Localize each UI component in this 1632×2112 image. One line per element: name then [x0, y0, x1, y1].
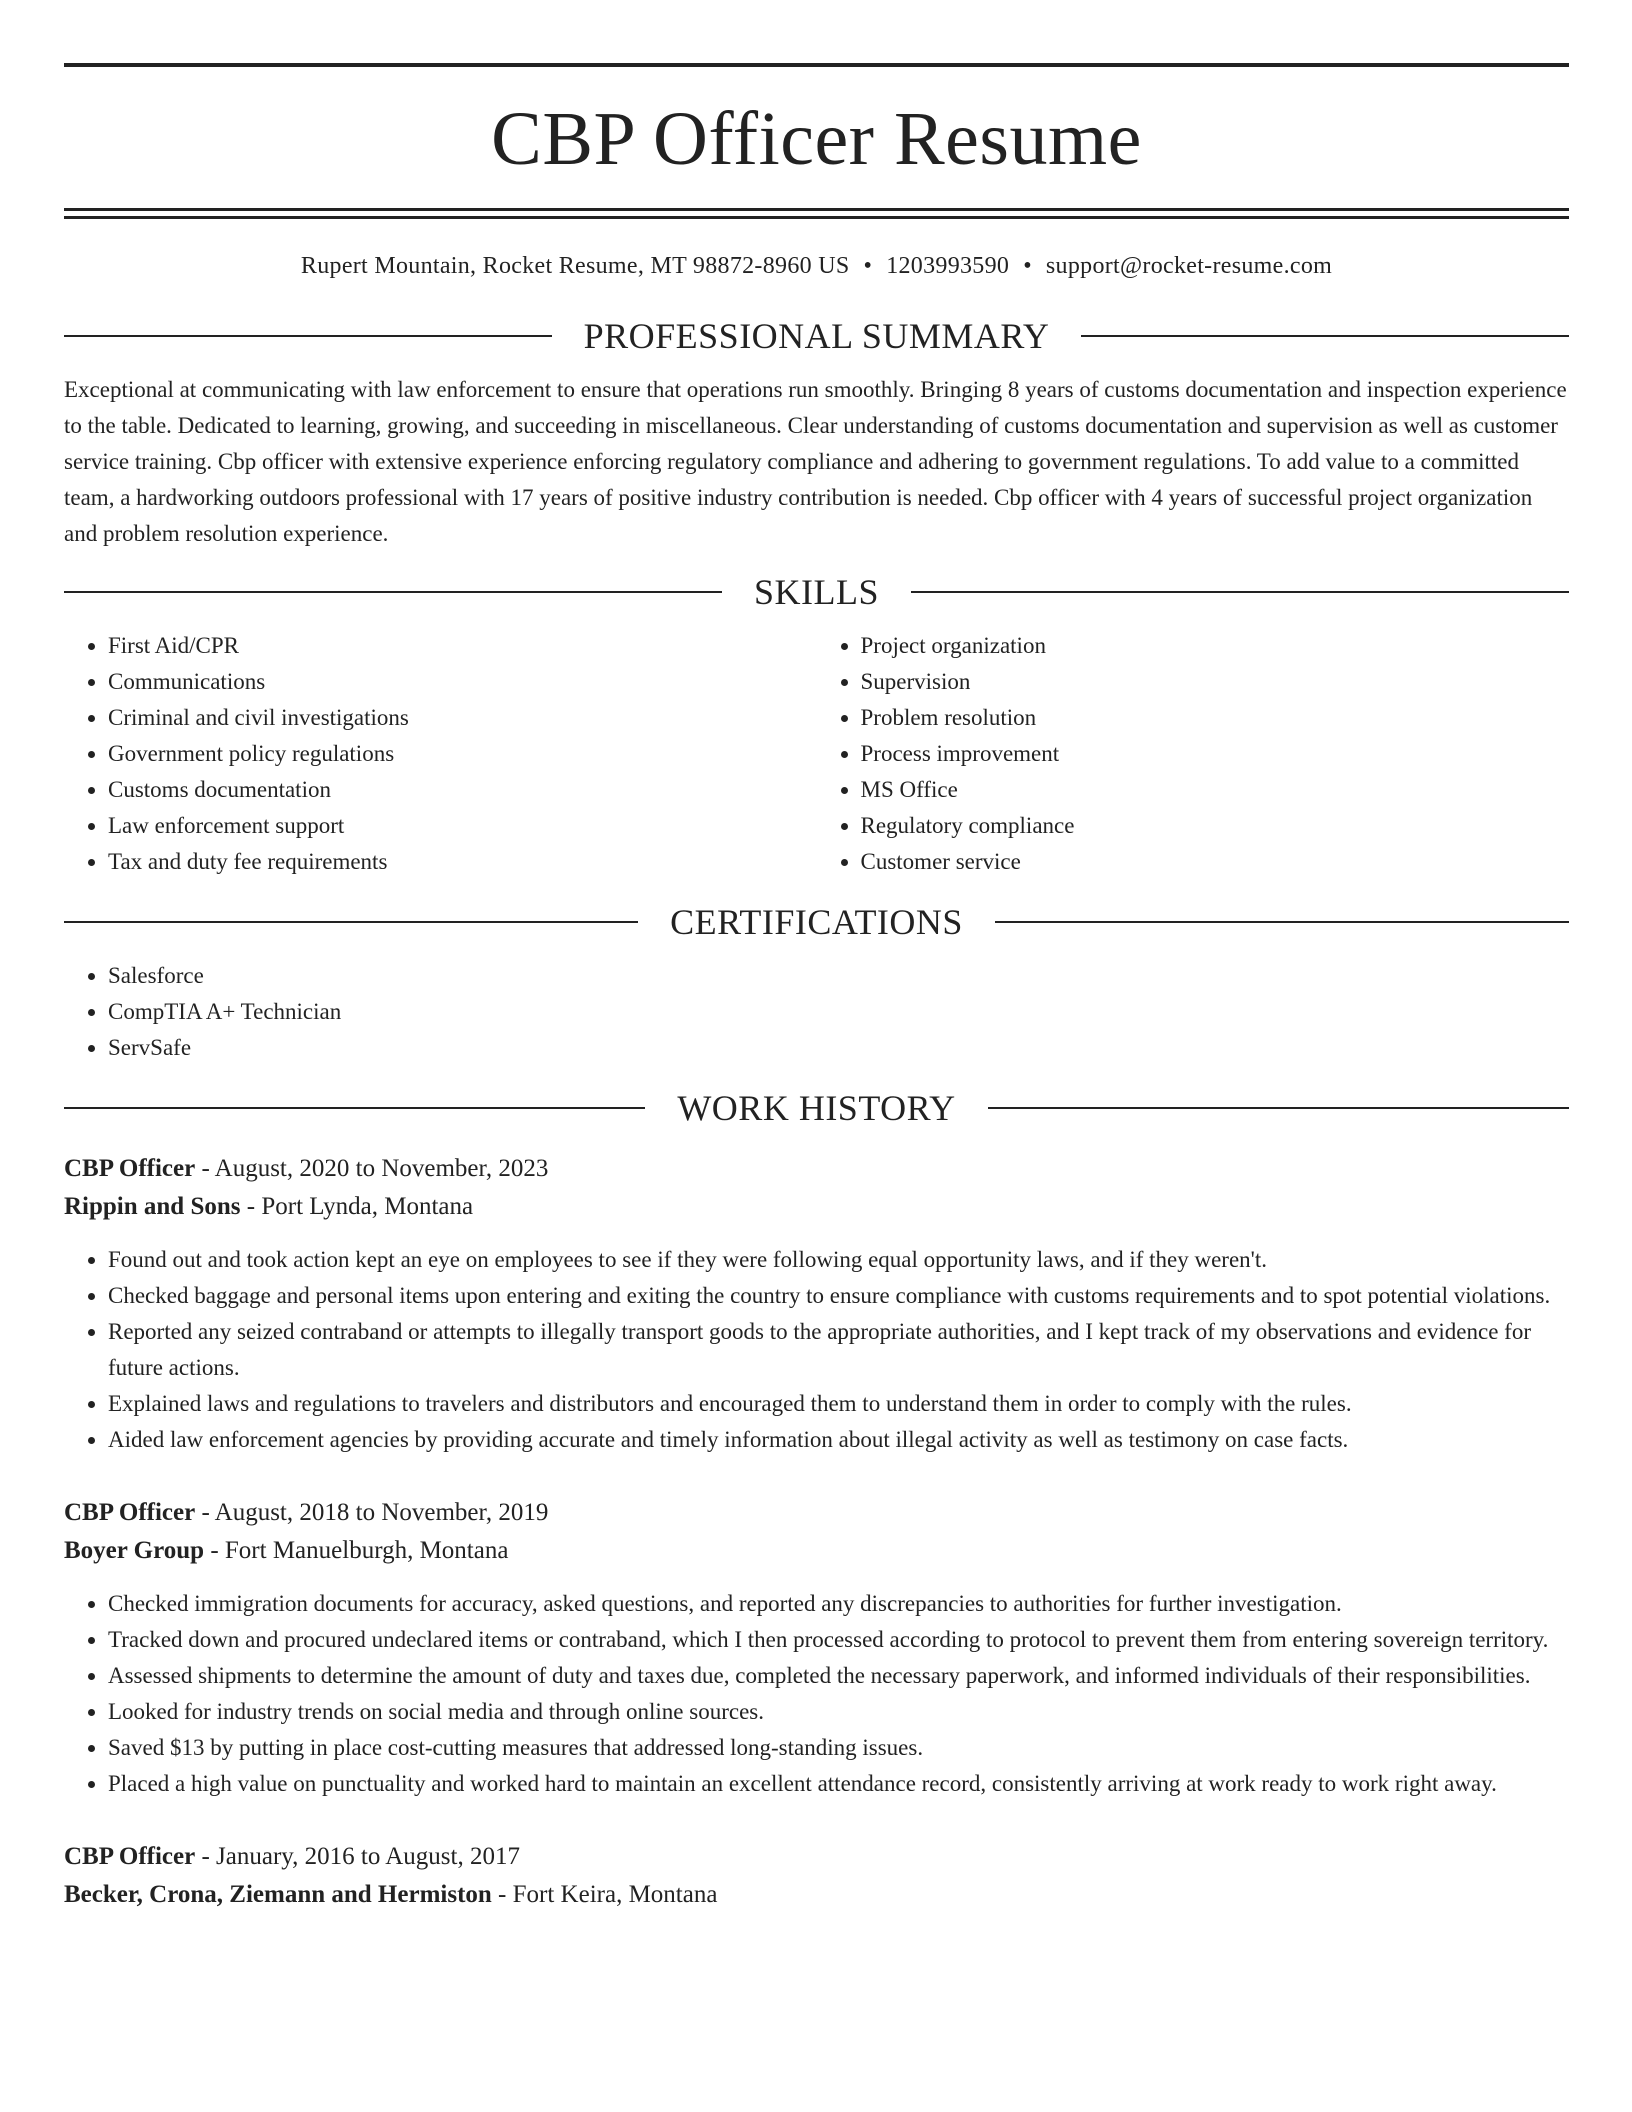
certification-item: • CompTIA A+ Technician: [108, 994, 1569, 1030]
work-history-list: [64, 1150, 1569, 1914]
certifications-section-heading: [64, 900, 1569, 944]
job-location: - Fort Manuelburgh, Montana: [204, 1537, 509, 1564]
summary-heading-label: PROFESSIONAL SUMMARY: [583, 316, 1050, 356]
certifications-list: [64, 958, 1569, 1066]
skill-item: • Communications: [108, 664, 817, 700]
job-company-line: [64, 1532, 1569, 1570]
summary-section-heading: [64, 314, 1569, 358]
contact-email: support@rocket-resume.com: [1045, 253, 1333, 279]
job-location: - Fort Keira, Montana: [491, 1881, 718, 1908]
work-history-section-heading: [64, 1086, 1569, 1130]
job-duty-item: • Looked for industry trends on social media and through online sources.: [108, 1694, 1569, 1730]
job-duty-item: • Tracked down and procured undeclared items or contraband, which I then processed according to protocol to prevent them from entering sovereign territory.: [108, 1622, 1569, 1658]
title-double-rule: [64, 208, 1569, 219]
job-title: CBP Officer: [64, 1843, 196, 1870]
certifications-heading-label: CERTIFICATIONS: [670, 902, 963, 942]
job-company-line: [64, 1876, 1569, 1914]
skills-section-heading: [64, 570, 1569, 614]
heading-rule: [64, 921, 638, 923]
job-title: CBP Officer: [64, 1155, 196, 1182]
heading-rule: [995, 921, 1569, 923]
skills-heading-label: SKILLS: [754, 572, 880, 612]
contact-phone: 1203993590: [886, 253, 1010, 279]
job-duties-list: [64, 1586, 1569, 1802]
job-duty-item: • Checked immigration documents for accuracy, asked questions, and reported any discrepancies to authorities for further investigation.: [108, 1586, 1569, 1622]
job-title-line: [64, 1494, 1569, 1532]
job-duty-item: • Explained laws and regulations to travelers and distributors and encouraged them to understand them in order to comply with the rules.: [108, 1386, 1569, 1422]
skill-item: • Supervision: [861, 664, 1570, 700]
job-dates: - January, 2016 to August, 2017: [195, 1843, 520, 1870]
job-duty-item: • Aided law enforcement agencies by providing accurate and timely information about illegal activity as well as testimony on case facts.: [108, 1422, 1569, 1458]
job-duty-item: • Checked baggage and personal items upon entering and exiting the country to ensure compliance with customs requirements and to spot potential violations.: [108, 1278, 1569, 1314]
job-dates: - August, 2018 to November, 2019: [195, 1499, 549, 1526]
page-title: CBP Officer Resume: [491, 97, 1142, 181]
skill-item: • Regulatory compliance: [861, 808, 1570, 844]
job-title: CBP Officer: [64, 1499, 196, 1526]
certification-item: • Salesforce: [108, 958, 1569, 994]
skills-columns: [64, 628, 1569, 880]
job-duty-item: • Assessed shipments to determine the amount of duty and taxes due, completed the necessary paperwork, and informed individuals of their responsibilities.: [108, 1658, 1569, 1694]
skills-list-left: [64, 628, 817, 880]
skill-item: • MS Office: [861, 772, 1570, 808]
job-company-line: [64, 1188, 1569, 1226]
skill-item: • Problem resolution: [861, 700, 1570, 736]
heading-rule: [988, 1107, 1569, 1109]
heading-rule: [1081, 335, 1569, 337]
skill-item: • Law enforcement support: [108, 808, 817, 844]
job-entry: [64, 1838, 1569, 1914]
contact-separator: •: [1023, 253, 1032, 279]
job-title-line: [64, 1838, 1569, 1876]
work-history-heading-label: WORK HISTORY: [677, 1088, 956, 1128]
skill-item: • Customs documentation: [108, 772, 817, 808]
heading-rule: [64, 1107, 645, 1109]
job-duty-item: • Placed a high value on punctuality and worked hard to maintain an excellent attendance record, consistently arriving at work ready to work right away.: [108, 1766, 1569, 1802]
job-dates: - August, 2020 to November, 2023: [195, 1155, 549, 1182]
certification-item: • ServSafe: [108, 1030, 1569, 1066]
skill-item: • Criminal and civil investigations: [108, 700, 817, 736]
professional-summary-text: Exceptional at communicating with law enforcement to ensure that operations run smoothly. Bringing 8 years of customs documentation and inspection experience to the table. Dedicated to learning, growing, and succeeding in miscellaneous. Clear understanding of customs documentation and supervision as well as customer service training. Cbp officer with extensive experience enforcing regulatory compliance and adhering to government regulations. To add value to a committed team, a hardworking outdoors professional with 17 years of positive industry contribution is needed. Cbp officer with 4 years of successful project organization and problem resolution experience.: [64, 377, 1567, 546]
job-duty-item: • Found out and took action kept an eye on employees to see if they were following equal opportunity laws, and if they weren't.: [108, 1242, 1569, 1278]
job-company: Rippin and Sons: [64, 1193, 241, 1220]
job-duty-item: • Reported any seized contraband or attempts to illegally transport goods to the appropriate authorities, and I kept track of my observations and evidence for future actions.: [108, 1314, 1569, 1386]
job-company: Becker, Crona, Ziemann and Hermiston: [64, 1881, 492, 1908]
contact-separator: •: [863, 253, 873, 279]
skill-item: • Government policy regulations: [108, 736, 817, 772]
job-entry: [64, 1494, 1569, 1802]
heading-rule: [64, 591, 722, 593]
top-rule: [64, 63, 1569, 67]
contact-line: [64, 253, 1569, 280]
job-duty-item: • Saved $13 by putting in place cost-cutting measures that addressed long-standing issues.: [108, 1730, 1569, 1766]
skill-item: • Customer service: [861, 844, 1570, 880]
skill-item: • Process improvement: [861, 736, 1570, 772]
job-title-line: [64, 1150, 1569, 1188]
contact-address: Rupert Mountain, Rocket Resume, MT 98872-8960 US: [300, 253, 850, 279]
skill-item: • Project organization: [861, 628, 1570, 664]
heading-rule: [64, 335, 552, 337]
job-duties-list: [64, 1242, 1569, 1458]
skills-list-right: [817, 628, 1570, 880]
skill-item: • Tax and duty fee requirements: [108, 844, 817, 880]
job-company: Boyer Group: [64, 1537, 205, 1564]
job-location: - Port Lynda, Montana: [240, 1193, 474, 1220]
job-entry: [64, 1150, 1569, 1458]
heading-rule: [911, 591, 1569, 593]
skill-item: • First Aid/CPR: [108, 628, 817, 664]
